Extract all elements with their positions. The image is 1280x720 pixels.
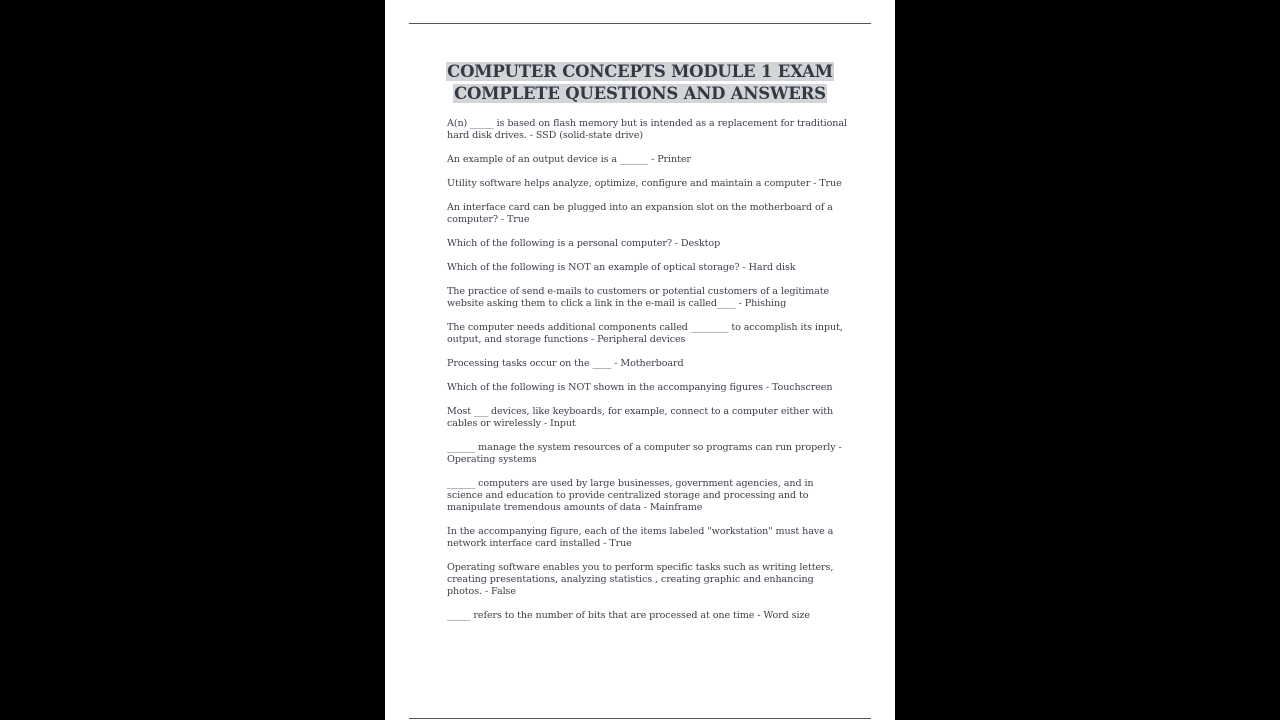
qa-item: ______ computers are used by large businesses, government agencies, and in science and education to provide centralized storage and processing and to manipulate tremendous amounts of data - Mainframe (447, 478, 814, 513)
document-page[interactable] (385, 0, 895, 720)
qa-item: _____ refers to the number of bits that are processed at one time - Word size (447, 610, 810, 621)
header-rule (409, 23, 871, 24)
qa-item: Which of the following is NOT shown in the accompanying figures - Touchscreen (447, 382, 833, 393)
qa-item: In the accompanying figure, each of the items labeled "workstation" must have a network interface card installed - True (447, 526, 834, 549)
qa-item: The computer needs additional components called ________ to accomplish its input, output, and storage functions - Peripheral devices (447, 322, 843, 345)
qa-item: An interface card can be plugged into an expansion slot on the motherboard of a computer? - True (447, 202, 833, 225)
qa-item: ______ manage the system resources of a computer so programs can run properly - Operating systems (447, 442, 842, 465)
qa-item: An example of an output device is a ______ - Printer (447, 154, 691, 165)
qa-item: Which of the following is NOT an example of optical storage? - Hard disk (447, 262, 796, 273)
qa-item: A(n) _____ is based on flash memory but is intended as a replacement for traditional hard disk drives. - SSD (solid-state drive) (447, 118, 847, 141)
qa-item: Operating software enables you to perform specific tasks such as writing letters, creating presentations, analyzing statistics , creating graphic and enhancing photos. - False (447, 562, 834, 597)
document-title (385, 61, 895, 105)
footer-rule (409, 718, 871, 719)
qa-item: Most ___ devices, like keyboards, for example, connect to a computer either with cables or wirelessly - Input (447, 406, 834, 429)
title-line-2: COMPLETE QUESTIONS AND ANSWERS (454, 84, 826, 103)
qa-list (447, 118, 851, 634)
qa-item: Utility software helps analyze, optimize, configure and maintain a computer - True (447, 178, 842, 189)
qa-item: Processing tasks occur on the ____ - Motherboard (447, 358, 684, 369)
qa-item: The practice of send e-mails to customers or potential customers of a legitimate website asking them to click a link in the e-mail is called____ - Phishing (447, 286, 830, 309)
qa-item: Which of the following is a personal computer? - Desktop (447, 238, 721, 249)
title-line-1: COMPUTER CONCEPTS MODULE 1 EXAM (447, 62, 833, 81)
